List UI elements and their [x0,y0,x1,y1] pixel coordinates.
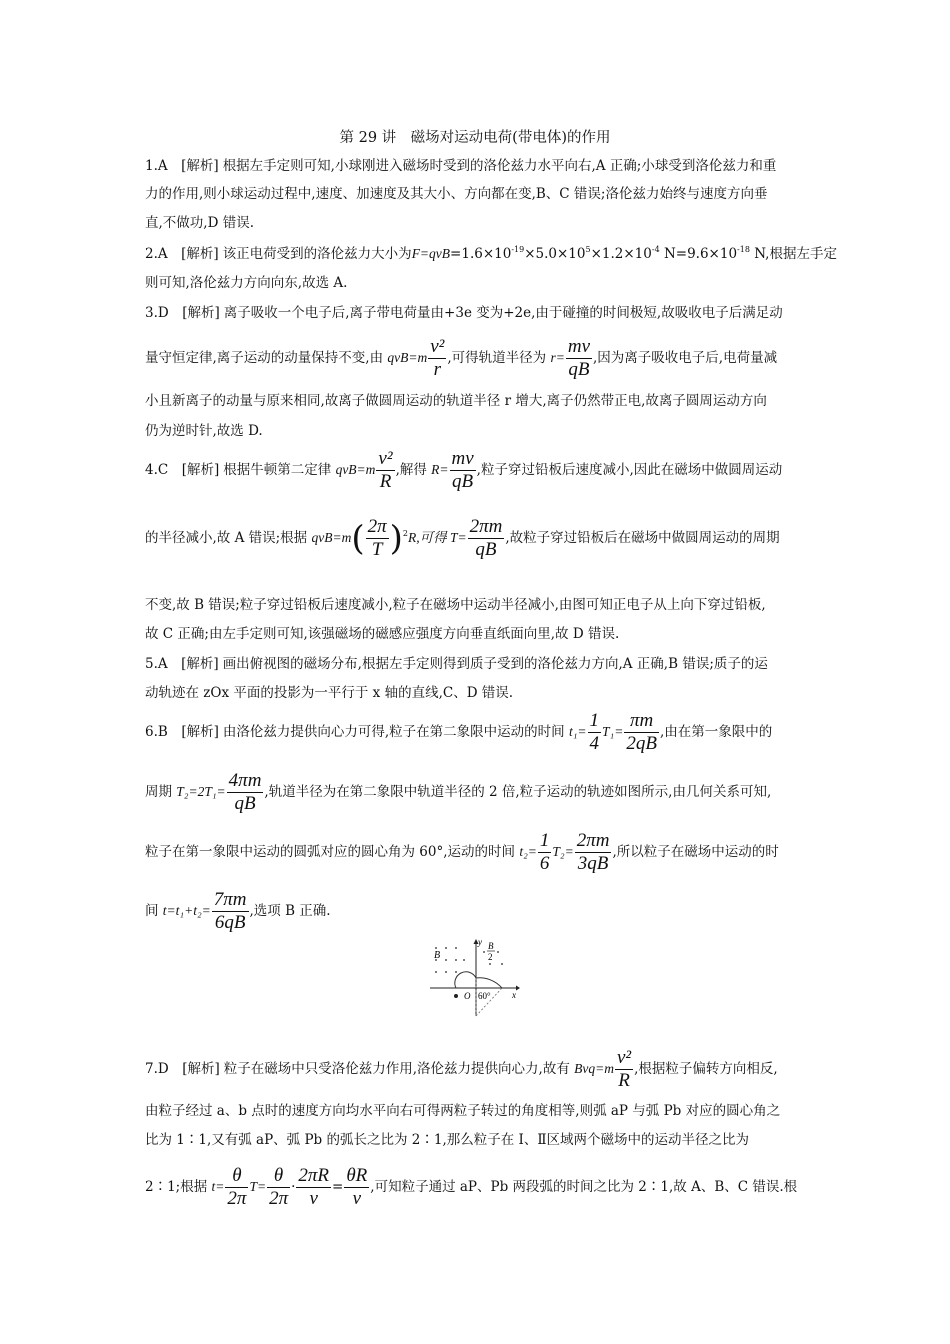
q4-line-3: 不变,故 B 错误;粒子穿过铅板后速度减小,粒子在磁场中运动半径减小,由图可知正电子从上向下穿过铅板, [145,597,766,613]
q6-line-2: 周期 T₂=2T₁= $\frac{4\pi m}{qB}$ ,轨道半径为在第二象限中轨道半径的 2 倍,粒子运动的轨迹如图所示,由几何关系可知, [145,770,772,814]
q4-line-1: 4.C [解析] 根据牛顿第二定律 qvB=m $\frac{\text{v²}}{R}$ ,解得 R= $\frac{mv}{qB}$ ,粒子穿过铅板后速度减小,因此在磁场中做圆周运动 [145,448,783,492]
label-b: B [434,950,441,961]
q4-fraction-2pim-qb: $\frac{2\pi m}{qB}$ [469,516,503,560]
q7-line-4: 2∶1;根据 t= $\frac{\theta}{2\pi}$ T= $\frac{\theta}{2\pi}$ · $\frac{2\pi R}{v}$ = $\frac{\theta R}{v}$ ,可知粒子通过 aP、Pb 两段弧的时间之比为 2∶1,故 A、B、C 错误.根 [145,1165,798,1209]
q4-fraction-2pi-t: $\frac{2\pi}{T}$ [367,516,387,560]
q3-line-3: 小且新离子的动量与原来相同,故离子做圆周运动的轨道半径 r 增大,离子仍然带正电,故离子圆周运动方向 [145,393,767,409]
q7-line-3: 比为 1∶1,又有弧 aP、弧 Pb 的弧长之比为 2∶1,那么粒子在 Ⅰ、Ⅱ区域两个磁场中的运动半径之比为 [145,1132,750,1148]
q4-answer: 4.C [145,462,169,478]
label-x: x [512,990,516,1000]
q5-line-1: 5.A [解析] 画出俯视图的磁场分布,根据左手定则得到质子受到的洛伦兹力方向,A 正确,B 错误;质子的运 [145,656,768,672]
label-b-half-den: 2 [488,952,493,962]
q6-fraction-7pim-6qb: $\frac{7\pi m}{6qB}$ [213,889,247,933]
q1-line-2: 力的作用,则小球运动过程中,速度、加速度及其大小、方向都在变,B、C 错误;洛伦兹力始终与速度方向垂 [145,186,768,202]
q4-fraction-mv-qb: $\frac{mv}{qB}$ [451,448,474,492]
q7-fraction-theta-2pi-a: $\frac{\theta}{2\pi}$ [227,1165,247,1209]
q7-fraction-theta-2pi-b: $\frac{\theta}{2\pi}$ [269,1165,289,1209]
q7-line-1: 7.D [解析] 粒子在磁场中只受洛伦兹力作用,洛伦兹力提供向心力,故有 Bvq=m $\frac{\text{v²}}{R}$ ,根据粒子偏转方向相反, [145,1047,778,1091]
q1-answer: 1.A [145,158,168,174]
q3-fraction-v2-r: $\frac{\text{v²}}{r}$ [430,336,445,380]
q7-fraction-thetar-v: $\frac{\theta R}{v}$ [346,1165,368,1209]
arc-second-quadrant [455,972,476,988]
q2-tag: [解析] [181,246,219,262]
q7-line-2: 由粒子经过 a、b 点时的速度方向均水平向右可得两粒子转过的角度相等,则弧 aP 与弧 Pb 对应的圆心角之 [145,1103,781,1119]
q7-tag: [解析] [182,1061,220,1077]
q3-line-4: 仍为逆时针,故选 D. [145,423,263,439]
q1-line-1: 1.A [解析] 根据左手定则可知,小球刚进入磁场时受到的洛伦兹力水平向右,A 正确;小球受到洛伦兹力和重 [145,158,777,174]
q2-line-1: 2.A [解析] 该正电荷受到的洛伦兹力大小为$F=qvB=1.6\times 10^{-19}\times 5.0\times 10^5\times 1.2\times 10^{-4}$ $N=9.6\times 10^{-18}$ N,根据左手定 [145,245,837,262]
q5-answer: 5.A [145,656,168,672]
q5-line-2: 动轨迹在 zOx 平面的投影为一平行于 x 轴的直线,C、D 错误. [145,685,514,701]
q2-answer: 2.A [145,246,168,262]
label-angle: 60° [478,991,491,1001]
q4-tag: [解析] [181,462,220,478]
q3-line-2: 量守恒定律,离子运动的动量保持不变,由 qvB=m $\frac{\text{v²}}{r}$ ,可得轨道半径为 r= $\frac{mv}{qB}$ ,因为离子吸收电子后,电荷量减 [145,336,778,380]
q6-fraction-1-6: $\frac{1}{6}$ [539,830,550,874]
q1-line-3: 直,不做功,D 错误. [145,215,254,231]
trajectory-figure [428,936,524,1020]
label-o: O [464,991,471,1001]
q5-tag: [解析] [181,656,219,672]
q6-tag: [解析] [181,724,219,740]
q6-fraction-1-4: $\frac{1}{4}$ [589,710,600,754]
q4-fraction-v2-r: $\frac{\text{v²}}{R}$ [378,448,393,492]
label-y: y [478,937,482,947]
q6-line-1: 6.B [解析] 由洛伦兹力提供向心力可得,粒子在第二象限中运动的时间 t₁= $\frac{1}{4}$ T₁= $\frac{\pi m}{2qB}$ ,由在第一象限中的 [145,710,773,754]
q7-fraction-2pir-v: $\frac{2\pi R}{v}$ [298,1165,330,1209]
q6-answer: 6.B [145,724,168,740]
label-b-half-num: B [488,941,494,951]
q3-fraction-mv-qb: $\frac{mv}{qB}$ [567,336,590,380]
particle-dot [454,994,458,998]
q6-fraction-pim-2qb: $\frac{\pi m}{2qB}$ [626,710,657,754]
q6-fraction-4pim-qb: $\frac{4\pi m}{qB}$ [228,770,262,814]
q7-fraction-v2-r: $\frac{\text{v²}}{R}$ [617,1047,632,1091]
q4-line-4: 故 C 正确;由左手定则可知,该强磁场的磁感应强度方向垂直纸面向里,故 D 错误. [145,626,620,642]
q3-tag: [解析] [182,305,220,321]
q6-fraction-2pim-3qb: $\frac{2\pi m}{3qB}$ [576,830,610,874]
page-title: 第 29 讲 磁场对运动电荷(带电体)的作用 [339,130,611,146]
arc-first-quadrant [476,978,502,988]
q3-line-1: 3.D [解析] 离子吸收一个电子后,离子带电荷量由+3e 变为+2e,由于碰撞的时间极短,故吸收电子后满足动 [145,305,783,321]
q7-answer: 7.D [145,1061,169,1077]
q3-answer: 3.D [145,305,169,321]
q6-line-3: 粒子在第一象限中运动的圆弧对应的圆心角为 60°,运动的时间 t₂= $\frac{1}{6}$ T₂= $\frac{2\pi m}{3qB}$ ,所以粒子在磁场中运动的时 [145,830,779,874]
q2-line-2: 则可知,洛伦兹力方向向东,故选 A. [145,275,348,291]
q4-line-2: 的半径减小,故 A 错误;根据 qvB=m( $\frac{2\pi}{T}$ )$^2$R,可得 T= $\frac{2\pi m}{qB}$ ,故粒子穿过铅板后在磁场中做圆周运动的周期 [145,516,780,560]
q6-line-4: 间 t=t₁+t₂= $\frac{7\pi m}{6qB}$ ,选项 B 正确. [145,889,331,933]
q1-tag: [解析] [181,158,219,174]
